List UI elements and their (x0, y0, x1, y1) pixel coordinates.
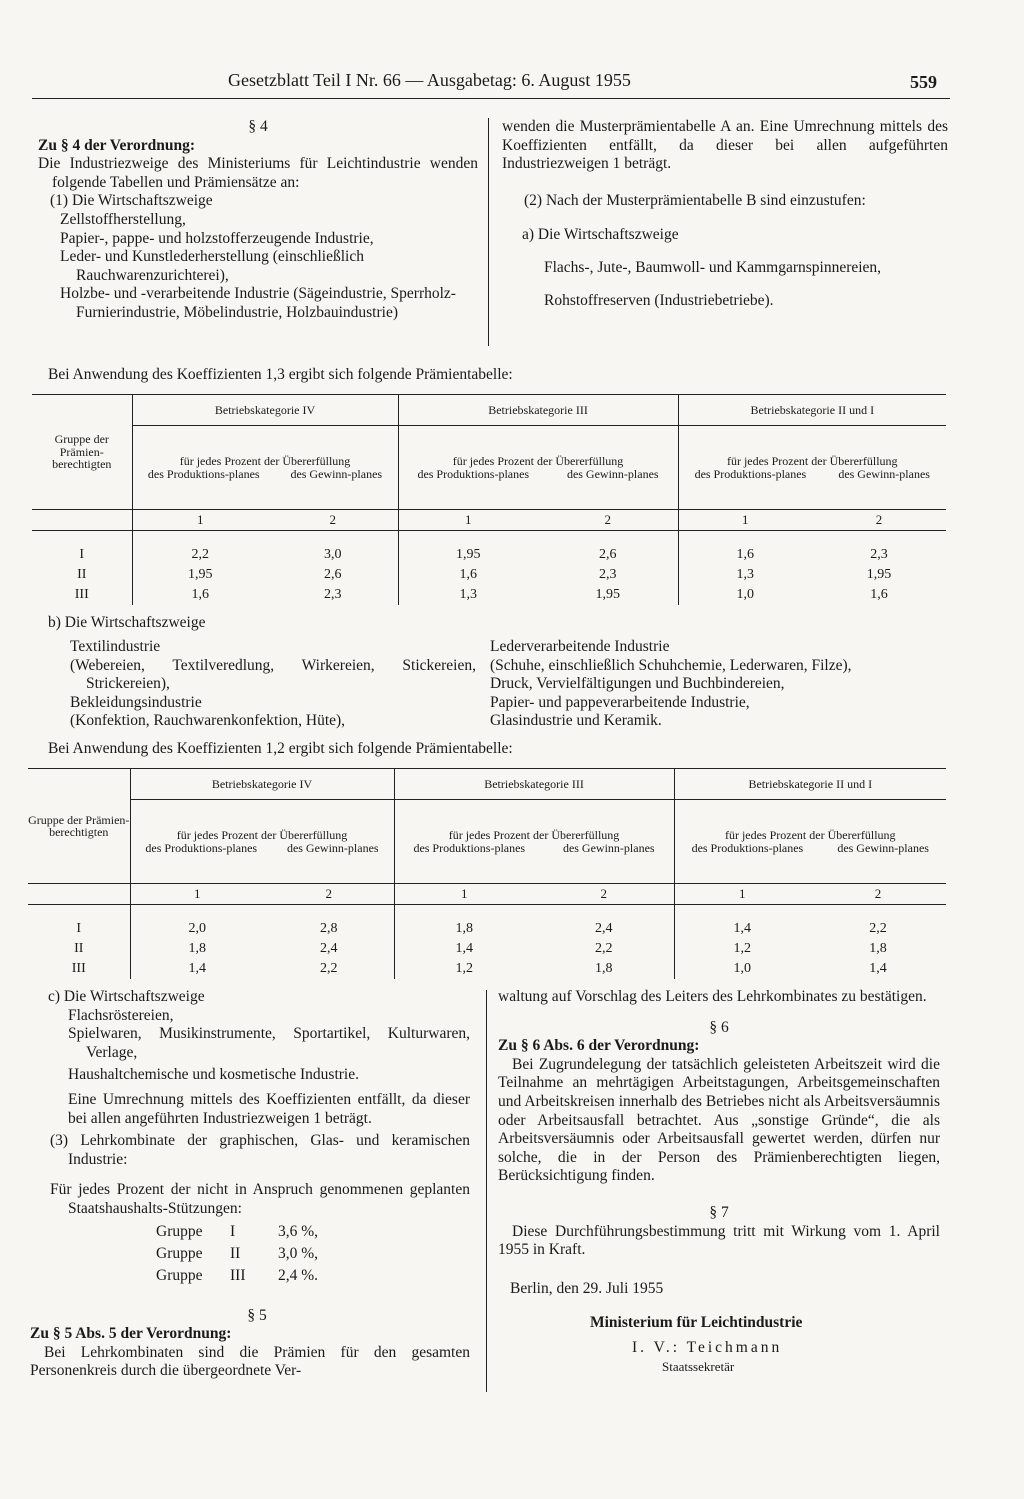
section-c (30, 988, 470, 1381)
section-7-text: Diese Durchführungsbestimmung tritt mit Wirkung vom 1. April 1955 in Kraft. (498, 1222, 940, 1259)
table-cell: 1,6 (132, 585, 268, 605)
section-6-heading: § 6 (709, 1018, 729, 1036)
blank-cell (28, 884, 130, 905)
gruppe-num: I (230, 1222, 236, 1240)
col-number: 2 (600, 885, 608, 901)
section-b (48, 614, 948, 633)
table-row (32, 565, 946, 585)
section-b-left (70, 638, 476, 731)
subheader-col1: des Produktions-planes (147, 466, 260, 481)
table-row (28, 919, 946, 939)
table2-intro: Bei Anwendung des Koeffizienten 1,2 ergibt sich folgende Prämientabelle: (48, 740, 513, 757)
table-row (32, 545, 946, 565)
place-date: Berlin, den 29. Juli 1955 (510, 1279, 664, 1297)
category-header: Betriebskategorie III (398, 395, 678, 426)
header-rule (32, 98, 950, 99)
page-header: Gesetzblatt Teil I Nr. 66 — Ausgabetag: 6. August 1955 (228, 70, 631, 90)
table-cell: 1,4 (674, 919, 810, 939)
subheader-col2: des Gewinn-planes (562, 840, 655, 855)
section-4-right (502, 118, 948, 310)
gruppe-row (156, 1223, 470, 1245)
group-label: II (77, 566, 87, 582)
table-cell: 1,6 (870, 586, 888, 602)
section-c-line: Spielwaren, Musikinstrumente, Sportartikel, Kulturwaren, Verlage, (68, 1025, 470, 1061)
subheader-col2: des Gewinn-planes (837, 840, 929, 855)
category-header: Betriebskategorie IV (132, 395, 398, 426)
subheader-col1: des Produktions-planes (691, 840, 804, 855)
group-label: I (76, 920, 82, 936)
group-header: Gruppe der Prämien-berechtigten (28, 812, 130, 839)
section-4-item1-line: Holzbe- und -verarbeitende Industrie (Sägeindustrie, Sperrholz-Furnierindustrie, Möbelindustrie, Holzbauindustrie) (60, 285, 456, 321)
section-b-right-line: Lederverarbeitende Industrie (490, 638, 670, 655)
section-c-label: c) Die Wirtschaftszweige (48, 988, 205, 1005)
premium-table-2 (28, 768, 946, 979)
table-cell: 1,8 (869, 940, 887, 956)
gruppe-label: Gruppe (156, 1244, 203, 1262)
subheader-cell (394, 800, 674, 884)
table-cell: 1,4 (394, 939, 534, 959)
table-cell: 1,8 (394, 919, 534, 939)
subheader-col1: des Produktions-planes (694, 466, 807, 481)
table-cell: 2,3 (324, 586, 342, 602)
section-7-heading: § 7 (709, 1203, 729, 1221)
gruppe-value: 3,0 %, (278, 1244, 319, 1262)
table-cell: 1,95 (398, 545, 538, 565)
table-cell: 1,3 (678, 565, 812, 585)
section-4-left (38, 118, 478, 323)
ministry-name: Ministerium für Leichtindustrie (590, 1314, 803, 1332)
table-cell: 2,2 (132, 545, 268, 565)
group-label: III (74, 586, 89, 602)
table-cell: 2,8 (320, 920, 338, 936)
gruppe-list (44, 1223, 470, 1289)
section-5-heading: § 5 (247, 1306, 267, 1324)
table-cell: 2,0 (130, 919, 264, 939)
column-divider (486, 990, 487, 1392)
table-cell: 1,2 (674, 939, 810, 959)
gruppe-row (156, 1267, 470, 1289)
table1-intro: Bei Anwendung des Koeffizienten 1,3 ergibt sich folgende Prämientabelle: (48, 366, 513, 383)
col-number: 2 (604, 511, 612, 527)
subheader-col1: des Produktions-planes (417, 466, 530, 481)
section-4-item1-line: Leder- und Kunstlederherstellung (einschließlich Rauchwarenzurichterei), (60, 248, 364, 284)
section-5-continuation: waltung auf Vorschlag des Leiters des Lehrkombinates zu bestätigen. (498, 988, 927, 1005)
section-b-left-line: (Webereien, Textilveredlung, Wirkereien, Stickereien, Strickereien), (70, 656, 476, 693)
group-label: III (71, 960, 86, 976)
table-cell: 2,6 (324, 566, 342, 582)
section-4-item1-line: Papier-, pappe- und holzstofferzeugende Industrie, (60, 229, 374, 247)
gruppe-num: III (230, 1266, 246, 1284)
group-header-cell (32, 395, 132, 510)
table-cell: 2,6 (599, 546, 617, 562)
col-number: 2 (325, 885, 332, 901)
gruppe-label: Gruppe (156, 1266, 203, 1284)
subheader-top: für jedes Prozent der Übererfüllung (724, 828, 896, 842)
table-cell: 1,4 (130, 959, 264, 979)
table-cell: 2,3 (599, 566, 617, 582)
section-b-left-line: Textilindustrie (70, 638, 161, 655)
gruppe-value: 2,4 %. (278, 1266, 319, 1284)
section-4-intro: Die Industriezweige des Ministeriums für Leichtindustrie wenden folgende Tabellen und Prämiensätze an: (38, 155, 478, 191)
section-b-left-line: Bekleidungsindustrie (70, 693, 202, 711)
col-number: 1 (132, 510, 268, 531)
section-c-line: Haushaltchemische und kosmetische Industrie. (68, 1066, 359, 1084)
category-header: Betriebskategorie II und I (678, 395, 946, 426)
category-header: Betriebskategorie IV (130, 769, 394, 800)
premium-table-1 (32, 394, 946, 605)
section-4-item2a-line: Flachs-, Jute-, Baumwoll- und Kammgarnspinnereien, (544, 258, 882, 276)
col-number: 2 (874, 885, 882, 901)
table-cell: 1,0 (674, 959, 810, 979)
col-number: 2 (329, 511, 336, 527)
signer-name: I. V.: Teichmann (632, 1338, 783, 1356)
table-cell: 1,6 (398, 565, 538, 585)
col-number: 2 (875, 511, 883, 527)
table-row (32, 585, 946, 605)
table-row (28, 959, 946, 979)
table-cell: 2,2 (595, 940, 613, 956)
table-cell: 2,3 (870, 546, 888, 562)
table-cell: 1,8 (130, 939, 264, 959)
table-cell: 2,4 (595, 920, 613, 936)
category-header: Betriebskategorie II und I (674, 769, 946, 800)
gruppe-row (156, 1245, 470, 1267)
blank-cell (32, 510, 132, 531)
section-4-subheading: Zu § 4 der Verordnung: (38, 136, 196, 154)
category-header: Betriebskategorie III (394, 769, 674, 800)
subheader-top: für jedes Prozent der Übererfüllung (452, 454, 624, 468)
section-4-item2a-line: Rohstoffreserven (Industriebetriebe). (544, 291, 774, 309)
section-b-label: b) Die Wirtschaftszweige (48, 614, 206, 631)
section-4-heading: § 4 (248, 118, 268, 135)
col-number: 1 (674, 884, 810, 905)
table-cell: 1,2 (394, 959, 534, 979)
section-5-text: Bei Lehrkombinaten sind die Prämien für den gesamten Personenkreis durch die übergeordnete Ver- (30, 1343, 470, 1380)
table-cell: 3,0 (324, 546, 342, 562)
section-c-item3: (3) Lehrkombinate der graphischen, Glas- und keramischen Industrie: (50, 1132, 470, 1168)
col-number: 1 (678, 510, 812, 531)
gruppe-label: Gruppe (156, 1222, 203, 1240)
gruppe-value: 3,6 %, (278, 1222, 319, 1240)
gruppe-num: II (230, 1244, 241, 1262)
table-cell: 2,2 (869, 920, 887, 936)
subheader-top: für jedes Prozent der Übererfüllung (179, 454, 351, 468)
subheader-top: für jedes Prozent der Übererfüllung (726, 454, 898, 468)
subheader-cell (674, 800, 946, 884)
subheader-col2: des Gewinn-planes (566, 466, 659, 481)
section-5-subheading: Zu § 5 Abs. 5 der Verordnung: (30, 1325, 232, 1343)
section-b-right-line: Druck, Vervielfältigungen und Buchbindereien, (490, 675, 785, 693)
table-cell: 1,95 (595, 586, 621, 602)
table-cell: 2,2 (320, 960, 338, 976)
section-4-item2a-label: a) Die Wirtschaftszweige (522, 226, 679, 244)
section-c-line: Flachsröstereien, (68, 1006, 174, 1024)
table-cell: 1,95 (132, 565, 268, 585)
section-4-item1-label: (1) Die Wirtschaftszweige (50, 192, 213, 210)
group-label: I (79, 546, 85, 562)
col-number: 1 (394, 884, 534, 905)
section-6-text: Bei Zugrundelegung der tatsächlich geleisteten Arbeitszeit wird die Teilnahme an mehrtägigen Arbeitstagungen, Arbeitsgemeinschaften und Arbeitskreisen innerhalb des Betriebes nicht als Arbeitsversäumnis oder Arbeitsausfall betrachtet. Aus „sonstige Gründe“, die als Arbeitsversäumnis oder Arbeitsausfall gewertet werden, dürfen nur solche, die in der Person des Prämienberechtigten liegen, Berücksichtigung finden. (498, 1055, 940, 1185)
subheader-col1: des Produktions-planes (413, 840, 526, 855)
section-4-item1-line: Zellstoffherstellung, (60, 210, 186, 228)
subheader-cell (132, 426, 398, 510)
table-cell: 1,95 (866, 566, 892, 582)
subheader-top: für jedes Prozent der Übererfüllung (176, 828, 348, 842)
subheader-col2: des Gewinn-planes (290, 466, 383, 481)
table-cell: 1,4 (869, 960, 887, 976)
table-row (28, 939, 946, 959)
table-cell: 1,3 (398, 585, 538, 605)
page-number: 559 (910, 72, 937, 92)
table-cell: 1,8 (595, 960, 613, 976)
subheader-cell (398, 426, 678, 510)
section-b-right-line: Papier- und pappeverarbeitende Industrie, (490, 693, 750, 711)
section-b-right-line: (Schuhe, einschließlich Schuhchemie, Lederwaren, Filze), (490, 656, 852, 674)
section-b-right-line: Glasindustrie und Keramik. (490, 712, 662, 730)
section-4-item2: (2) Nach der Musterprämientabelle B sind einzustufen: (524, 191, 866, 209)
section-6-subheading: Zu § 6 Abs. 6 der Verordnung: (498, 1037, 700, 1055)
section-b-left-line: (Konfektion, Rauchwarenkonfektion, Hüte), (70, 712, 346, 730)
table-cell: 1,0 (678, 585, 812, 605)
right-lower-column (498, 988, 940, 1376)
section-b-right (490, 638, 950, 731)
table-cell: 2,4 (320, 940, 338, 956)
subheader-top: für jedes Prozent der Übererfüllung (448, 828, 620, 842)
subheader-col2: des Gewinn-planes (286, 840, 379, 855)
subheader-cell (130, 800, 394, 884)
col-number: 1 (130, 884, 264, 905)
group-label: II (74, 940, 84, 956)
section-4-right-continuation: wenden die Musterprämientabelle A an. Eine Umrechnung mittels des Koeffizienten entfällt, da dieser bei allen aufgeführten Industriezweigen 1 beträgt. (502, 118, 948, 173)
col-number: 1 (398, 510, 538, 531)
group-header-cell (28, 769, 130, 884)
subheader-col1: des Produktions-planes (145, 840, 258, 855)
section-c-note: Eine Umrechnung mittels des Koeffizienten entfällt, da dieser bei allen angeführten Industriezweigen 1 beträgt. (68, 1090, 470, 1127)
column-divider (488, 118, 489, 346)
signer-role: Staatssekretär (662, 1358, 735, 1374)
section-c-item3-text: Für jedes Prozent der nicht in Anspruch genommenen geplanten Staatshaushalts-Stützungen: (50, 1181, 470, 1217)
subheader-cell (678, 426, 946, 510)
table-cell: 1,6 (678, 545, 812, 565)
group-header: Gruppe der Prämien-berechtigten (52, 432, 112, 472)
subheader-col2: des Gewinn-planes (838, 466, 930, 481)
